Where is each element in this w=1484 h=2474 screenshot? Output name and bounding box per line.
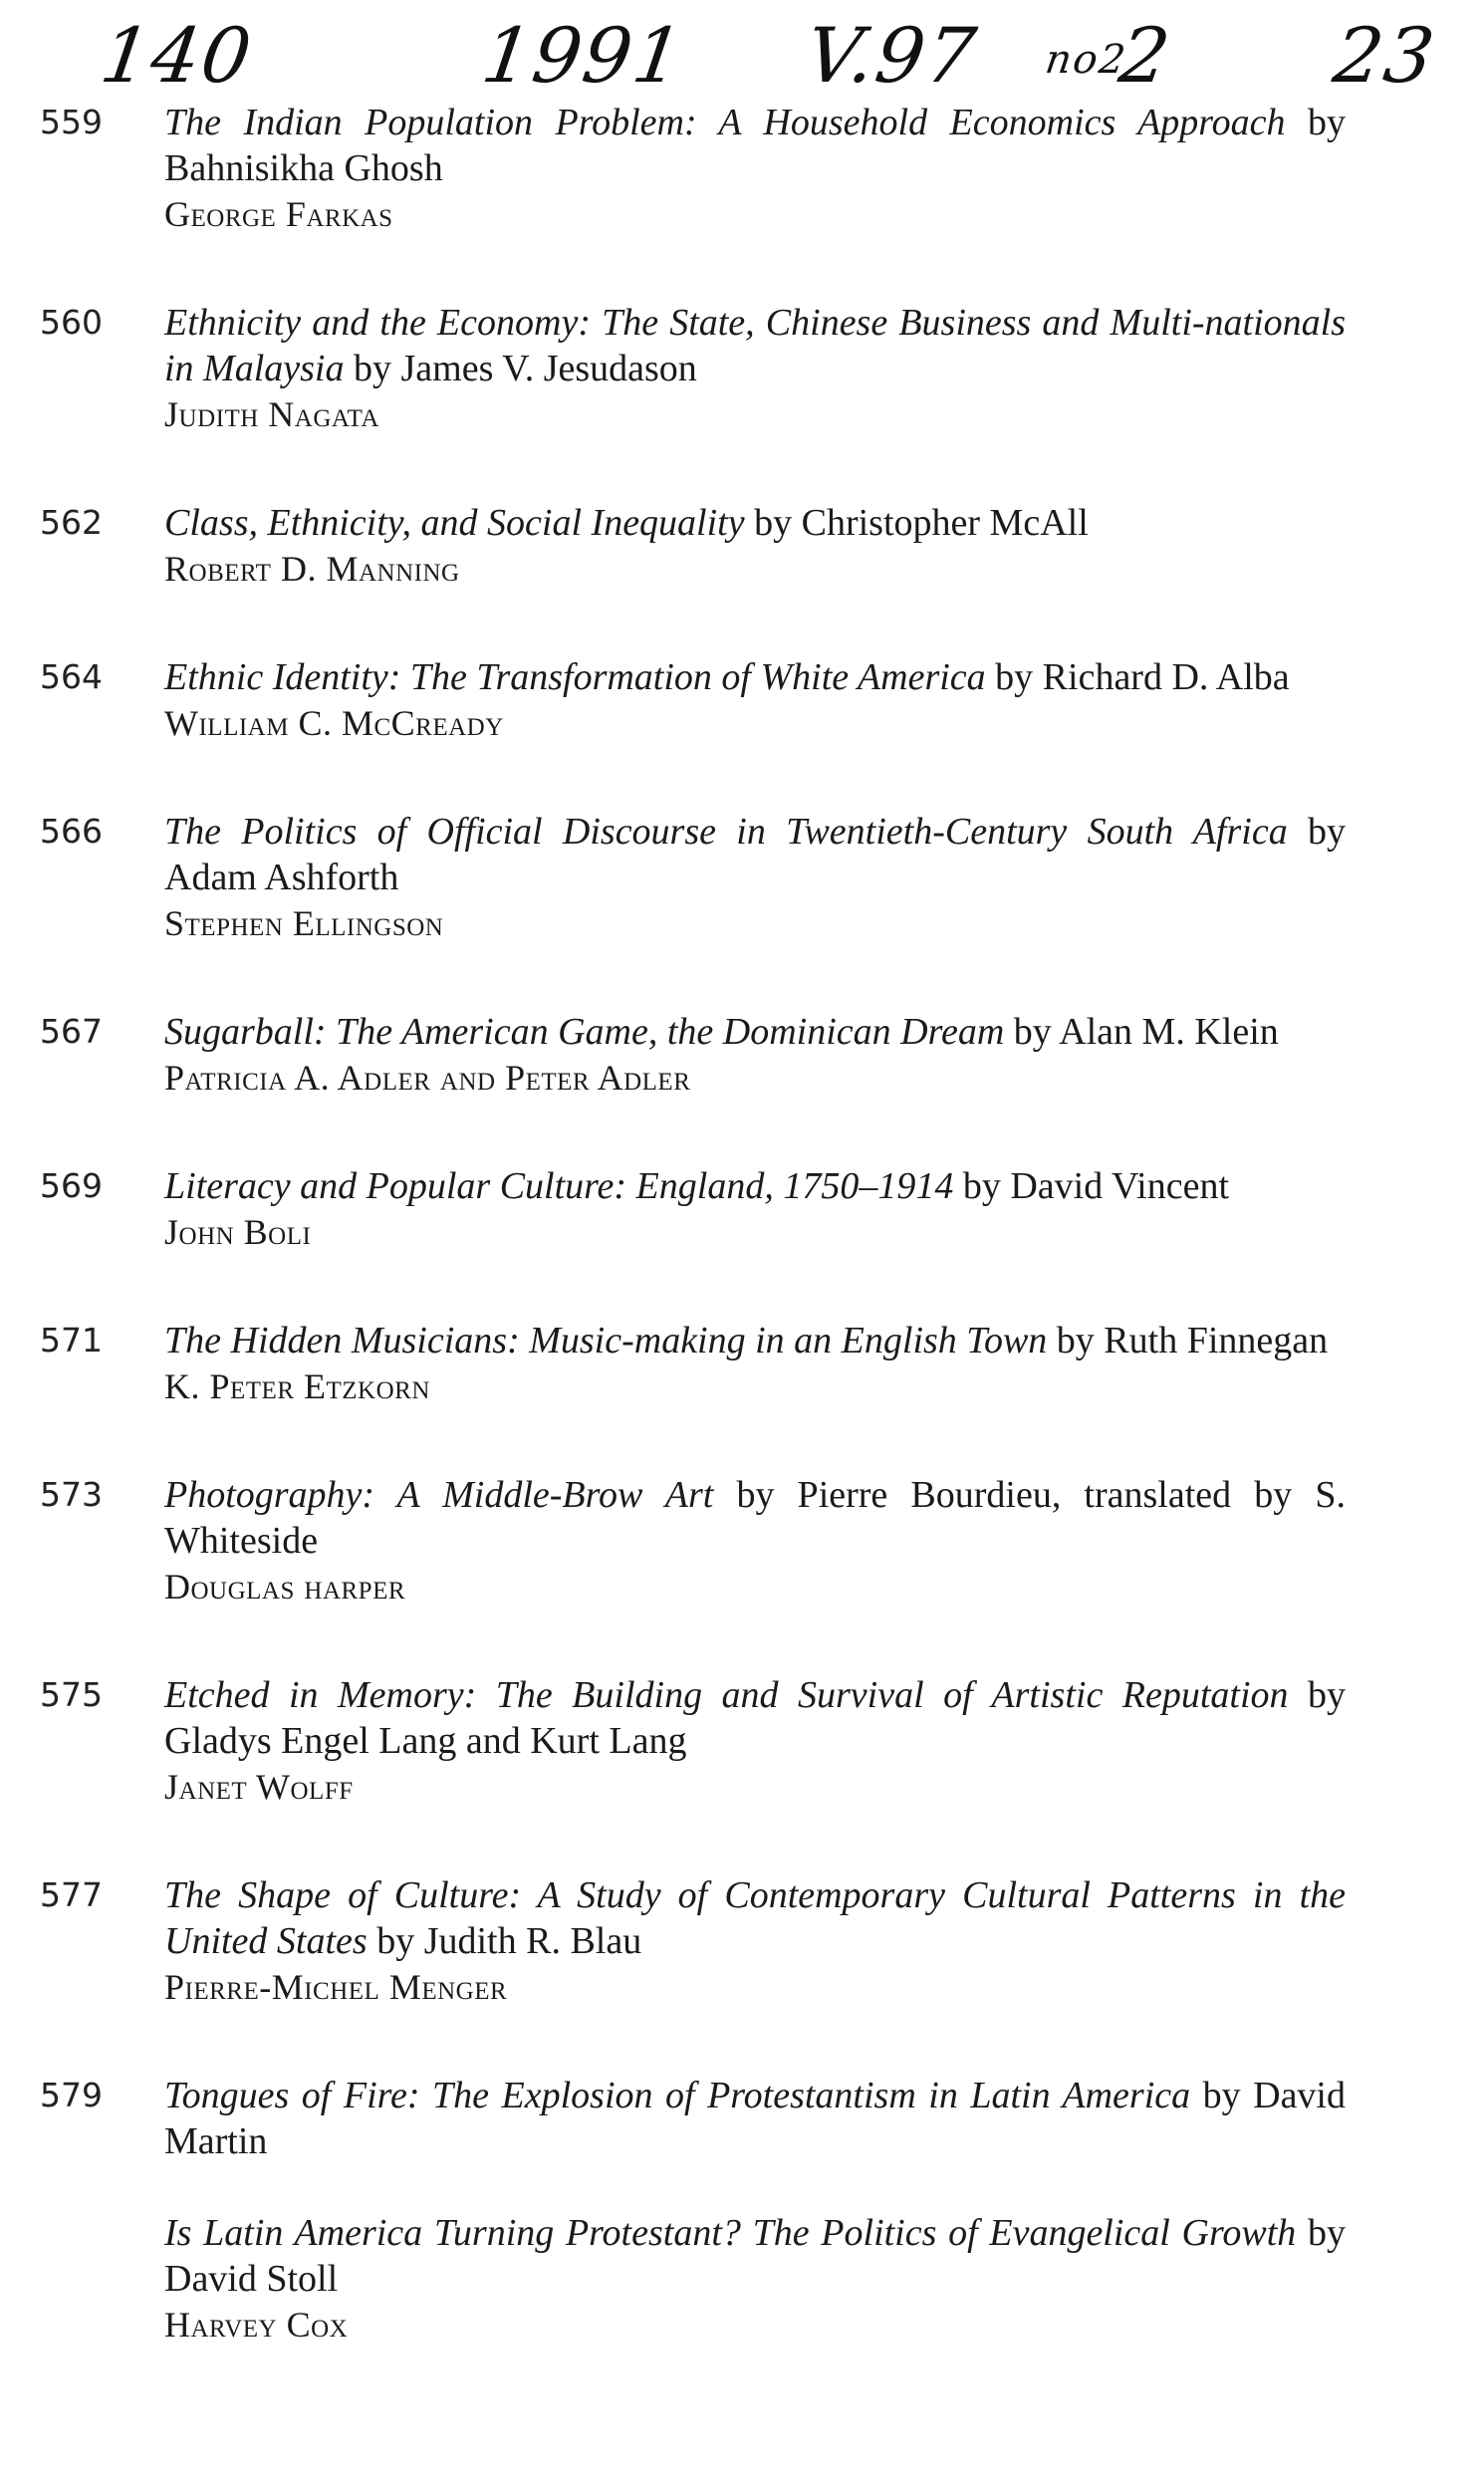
page-number: 560 <box>40 303 103 342</box>
handwritten-annotation <box>40 0 1454 110</box>
entry-citation <box>164 1672 1346 1764</box>
entry-citation <box>164 1163 1346 1209</box>
annotation-code: 23 <box>1328 11 1442 100</box>
reviewer-name: Judith Nagata <box>164 394 379 434</box>
book-title: Ethnic Identity: The Transformation of White America <box>164 656 986 698</box>
entry-citation <box>164 1318 1346 1363</box>
review-list <box>0 100 1484 2410</box>
book-author: by Pierre Bourdieu, translated by S. Whiteside <box>164 1474 1346 1562</box>
book-author: by Gladys Engel Lang and Kurt Lang <box>164 1674 1347 1762</box>
review-entry <box>0 1318 1484 1409</box>
page-number: 562 <box>40 503 103 542</box>
book-title: The Shape of Culture: A Study of Contemporary Cultural Patterns in the United States <box>164 1874 1346 1962</box>
book-author: by Judith R. Blau <box>367 1920 642 1962</box>
book-title: Etched in Memory: The Building and Survival of Artistic Reputation <box>164 1674 1289 1716</box>
page-number: 567 <box>40 1012 103 1051</box>
page-number: 577 <box>40 1875 103 1914</box>
entry-citation <box>164 100 1346 191</box>
page-number: 575 <box>40 1675 103 1714</box>
entry-citation <box>164 500 1346 546</box>
reviewer-name: Harvey Cox <box>164 2305 349 2345</box>
book-title: Class, Ethnicity, and Social Inequality <box>164 502 745 544</box>
reviewer-name: Stephen Ellingson <box>164 903 444 943</box>
book-title: Literacy and Popular Culture: England, 1750–1914 <box>164 1165 954 1207</box>
book-author: by Ruth Finnegan <box>1047 1320 1329 1361</box>
book-title: Tongues of Fire: The Explosion of Protestantism in Latin America <box>164 2075 1191 2116</box>
book-title: Is Latin America Turning Protestant? The Politics of Evangelical Growth <box>164 2212 1297 2254</box>
review-entry <box>0 1009 1484 1101</box>
reviewer-name: William C. McCready <box>164 703 504 743</box>
book-author: by Richard D. Alba <box>985 656 1290 698</box>
book-title: Ethnicity and the Economy: The State, Chinese Business and Multi-nationals in Malaysia <box>164 302 1346 389</box>
page-number: 579 <box>40 2076 103 2114</box>
annotation-year: 1991 <box>476 11 690 100</box>
review-entry <box>0 1163 1484 1255</box>
book-title: The Indian Population Problem: A Household Economics Approach <box>164 102 1286 143</box>
page-number: 566 <box>40 812 103 851</box>
book-author: by David Stoll <box>164 2212 1347 2300</box>
review-entry <box>0 300 1484 437</box>
book-author: by David Martin <box>164 2075 1346 2162</box>
book-title: Photography: A Middle-Brow Art <box>164 1474 714 1516</box>
book-author: by David Vincent <box>953 1165 1230 1207</box>
entry-citation <box>164 1009 1346 1055</box>
reviewer-name: Janet Wolff <box>164 1767 354 1807</box>
review-entry <box>0 2073 1484 2348</box>
entry-citation <box>164 1872 1346 1964</box>
book-title: Sugarball: The American Game, the Dominican Dream <box>164 1011 1005 1053</box>
reviewer-name: George Farkas <box>164 194 393 234</box>
annotation-number: 140 <box>95 11 259 100</box>
page-number: 571 <box>40 1321 103 1360</box>
page-number: 564 <box>40 657 103 696</box>
reviewer-name: John Boli <box>164 1212 312 1252</box>
review-entry <box>0 100 1484 237</box>
annotation-issue: 2 <box>1113 11 1177 100</box>
entry-citation <box>164 809 1346 900</box>
review-entry <box>0 500 1484 592</box>
book-title: The Politics of Official Discourse in Twentieth-Century South Africa <box>164 811 1288 853</box>
review-entry <box>0 1672 1484 1810</box>
review-entry <box>0 809 1484 946</box>
book-author: by Alan M. Klein <box>1004 1011 1279 1053</box>
reviewer-name: Douglas harper <box>164 1567 406 1607</box>
book-author: by Christopher McAll <box>744 502 1089 544</box>
annotation-volume: V.97 <box>800 11 983 100</box>
entry-citation <box>164 2073 1346 2164</box>
reviewer-name: Robert D. Manning <box>164 549 460 589</box>
book-author: by Bahnisikha Ghosh <box>164 102 1347 189</box>
annotation-number-label: no2 <box>1042 37 1130 83</box>
book-title: The Hidden Musicians: Music-making in an English Town <box>164 1320 1048 1361</box>
book-author: by James V. Jesudason <box>344 348 697 389</box>
entry-citation <box>164 654 1346 700</box>
page-number: 559 <box>40 103 103 141</box>
review-entry <box>0 1472 1484 1609</box>
page-number: 573 <box>40 1475 103 1514</box>
entry-citation <box>164 1472 1346 1564</box>
reviewer-name: Pierre-Michel Menger <box>164 1967 508 2007</box>
entry-citation <box>164 2210 1346 2302</box>
entry-citation <box>164 300 1346 391</box>
review-entry <box>0 1872 1484 2010</box>
review-sub-entry <box>0 2210 1484 2348</box>
reviewer-name: Patricia A. Adler and Peter Adler <box>164 1058 691 1098</box>
reviewer-name: K. Peter Etzkorn <box>164 1366 430 1406</box>
review-entry <box>0 654 1484 746</box>
book-author: by Adam Ashforth <box>164 811 1347 898</box>
page-number: 569 <box>40 1166 103 1205</box>
